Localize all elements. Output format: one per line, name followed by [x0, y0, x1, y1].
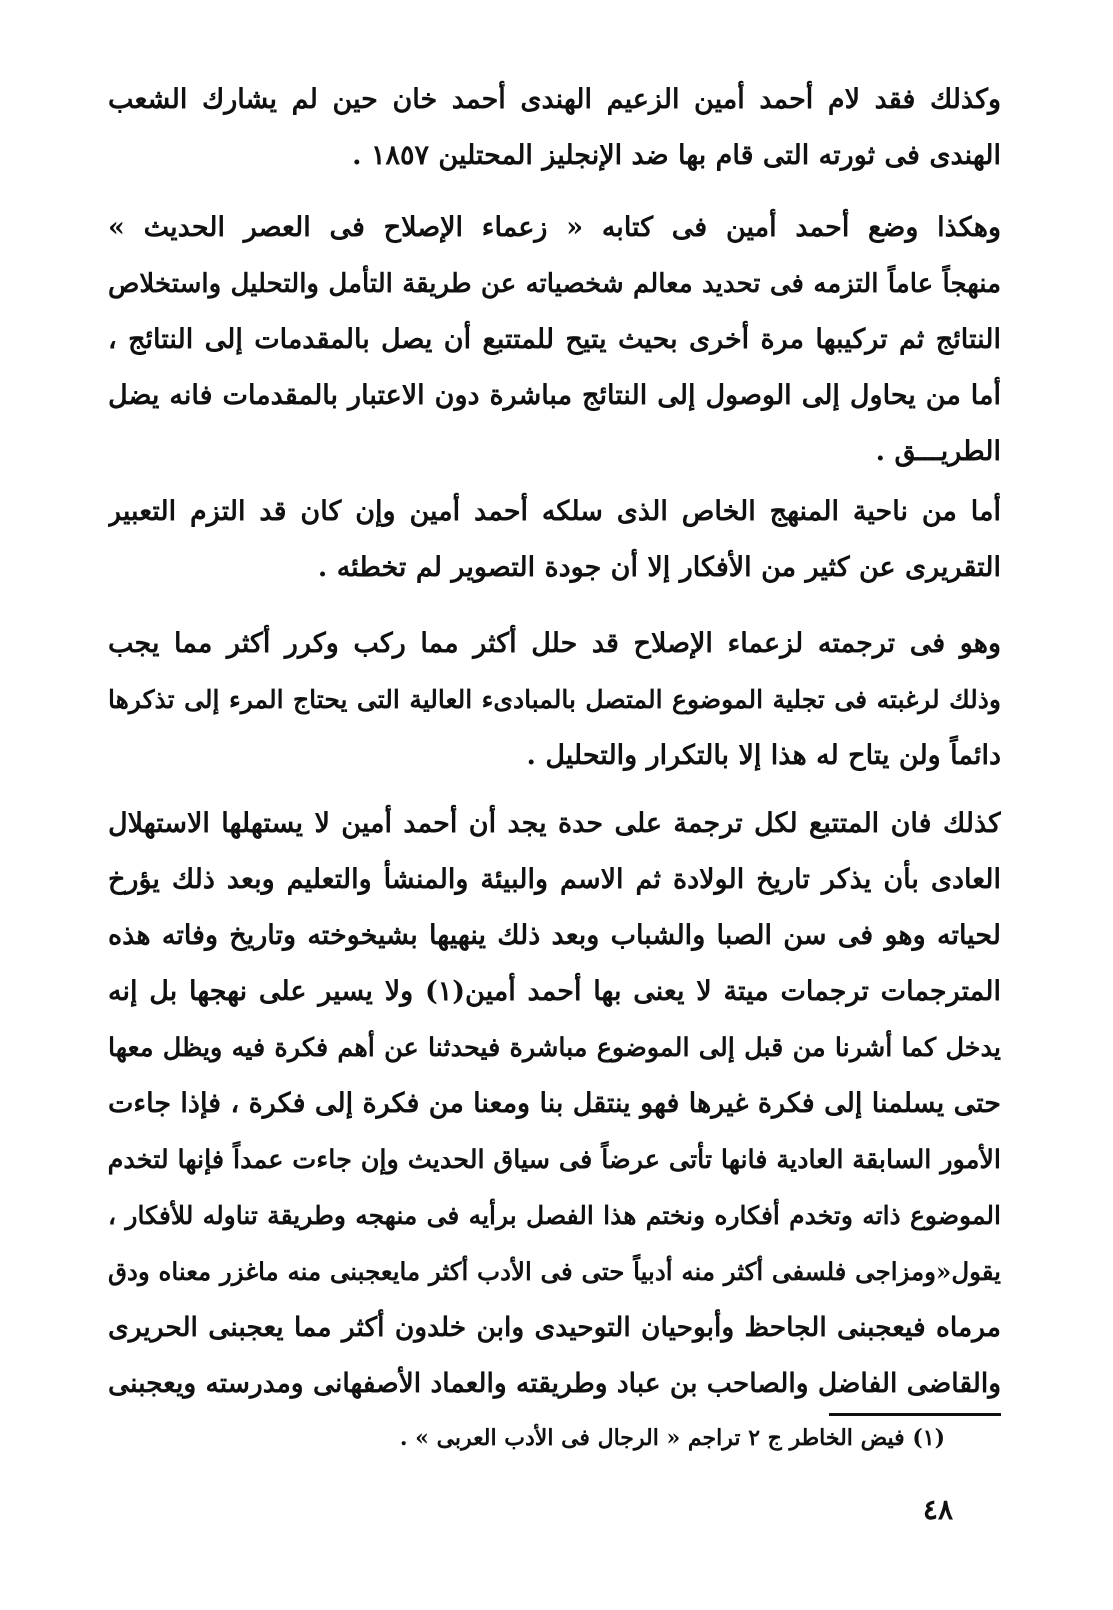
text-line: دائماً ولن يتاح له هذا إلا بالتكرار والتحليل . — [526, 740, 1001, 771]
text-line: الموضوع ذاته وتخدم أفكاره ونختم هذا الفصل برأيه فى منهجه وطريقة تناوله للأفكار ، — [108, 1201, 1001, 1230]
text-line: أما من يحاول إلى الوصول إلى النتائج مباشرة دون الاعتبار بالمقدمات فانه يضل — [108, 380, 1001, 411]
text-line: يقول«ومزاجى فلسفى أكثر منه أدبياً حتى فى الأدب أكثر مايعجبنى منه ماغزر معناه ودق — [108, 1257, 1001, 1286]
text-line: مرماه فيعجبنى الجاحظ وأبوحيان التوحيدى وابن خلدون أكثر مما يعجبنى الحريرى — [108, 1312, 1001, 1343]
text-line: العادى بأن يذكر تاريخ الولادة ثم الاسم والبيئة والمنشأ والتعليم وبعد ذلك يؤرخ — [108, 864, 1001, 895]
text-line: يدخل كما أشرنا من قبل إلى الموضوع مباشرة فيحدثنا عن أهم فكرة فيه ويظل معها — [108, 1033, 1001, 1063]
text-line: النتائج ثم تركيبها مرة أخرى بحيث يتيح للمتتبع أن يصل بالمقدمات إلى النتائج ، — [108, 324, 1001, 355]
text-line: حتى يسلمنا إلى فكرة غيرها فهو ينتقل بنا ومعنا من فكرة إلى فكرة ، فإذا جاءت — [108, 1088, 1001, 1119]
paragraph-1 — [108, 72, 1001, 184]
paragraph-3 — [108, 484, 1001, 596]
text-line: الهندى فى ثورته التى قام بها ضد الإنجليز المحتلين ١٨٥٧ . — [352, 140, 1001, 171]
text-line: التقريرى عن كثير من الأفكار إلا أن جودة التصوير لم تخطئه . — [317, 552, 1001, 583]
paragraph-4 — [108, 616, 1001, 784]
text-line: لحياته وهو فى سن الصبا والشباب وبعد ذلك ينهيها بشيخوخته وتاريخ وفاته هذه — [108, 920, 1001, 951]
text-line: وهكذا وضع أحمد أمين فى كتابه « زعماء الإصلاح فى العصر الحديث » — [108, 212, 1001, 243]
text-line: الطريـــق . — [875, 436, 1001, 467]
text-line: وكذلك فقد لام أحمد أمين الزعيم الهندى أحمد خان حين لم يشارك الشعب — [108, 84, 1001, 115]
footnote: (١) فيض الخاطر ج ٢ تراجم « الرجال فى الأدب العربى » . — [399, 1425, 945, 1451]
text-line: منهجاً عاماً التزمه فى تحديد معالم شخصياته عن طريقة التأمل والتحليل واستخلاص — [108, 269, 1001, 299]
page-number: ٤٨ — [922, 1493, 953, 1526]
text-line: وهو فى ترجمته لزعماء الإصلاح قد حلل أكثر مما ركب وكرر أكثر مما يجب — [108, 628, 1001, 659]
paragraph-5 — [108, 796, 1001, 1412]
text-line: كذلك فان المتتبع لكل ترجمة على حدة يجد أن أحمد أمين لا يستهلها الاستهلال — [108, 808, 1001, 839]
text-line: المترجمات ترجمات ميتة لا يعنى بها أحمد أمين(١) ولا يسير على نهجها بل إنه — [108, 976, 1001, 1007]
paragraph-2 — [108, 200, 1001, 480]
text-line: أما من ناحية المنهج الخاص الذى سلكه أحمد أمين وإن كان قد التزم التعبير — [108, 496, 1001, 527]
text-line: والقاضى الفاضل والصاحب بن عباد وطريقته والعماد الأصفهانى ومدرسته ويعجبنى — [108, 1368, 1001, 1399]
text-line: الأمور السابقة العادية فانها تأتى عرضاً فى سياق الحديث وإن جاءت عمداً فإنها لتخدم — [108, 1145, 1001, 1175]
footnote-divider — [829, 1413, 1001, 1416]
text-line: وذلك لرغبته فى تجلية الموضوع المتصل بالمبادىء العالية التى يحتاج المرء إلى تذكرها — [108, 685, 1001, 714]
